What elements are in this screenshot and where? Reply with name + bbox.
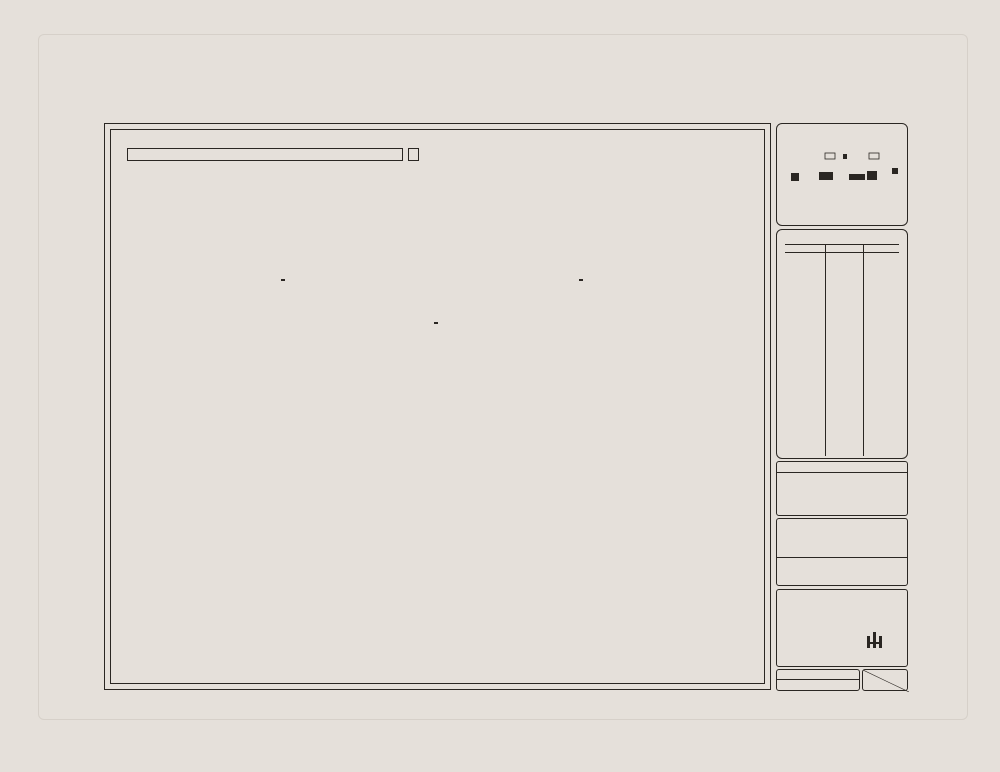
paving-plan-frame (104, 123, 771, 690)
titleblock-keyplan (776, 123, 908, 226)
titleblock-sheet-number (862, 669, 908, 691)
plan-number-divider (777, 679, 859, 680)
university-logo-icon (865, 632, 887, 652)
titleblock-legend (776, 229, 908, 459)
callout-6000-left (281, 279, 285, 281)
legend-header-line (785, 252, 899, 253)
keyplan-sketch (777, 124, 907, 224)
callout-6000-right (579, 279, 583, 281)
sheet-number-diagonal (863, 670, 909, 692)
callout-6000-center (434, 322, 438, 324)
project-divider (777, 557, 907, 558)
titleblock-project (776, 518, 908, 586)
legend-col-line-1 (825, 244, 826, 456)
legend-divider (785, 244, 899, 245)
titleblock-course (776, 589, 908, 667)
paving-matrix-drawing (105, 124, 772, 691)
info-divider (777, 472, 907, 473)
legend-col-line-2 (863, 244, 864, 456)
dimension-row-top (105, 232, 772, 242)
titleblock-plan-number (776, 669, 860, 691)
dimension-row-bottom (105, 664, 772, 674)
titleblock-info (776, 461, 908, 516)
